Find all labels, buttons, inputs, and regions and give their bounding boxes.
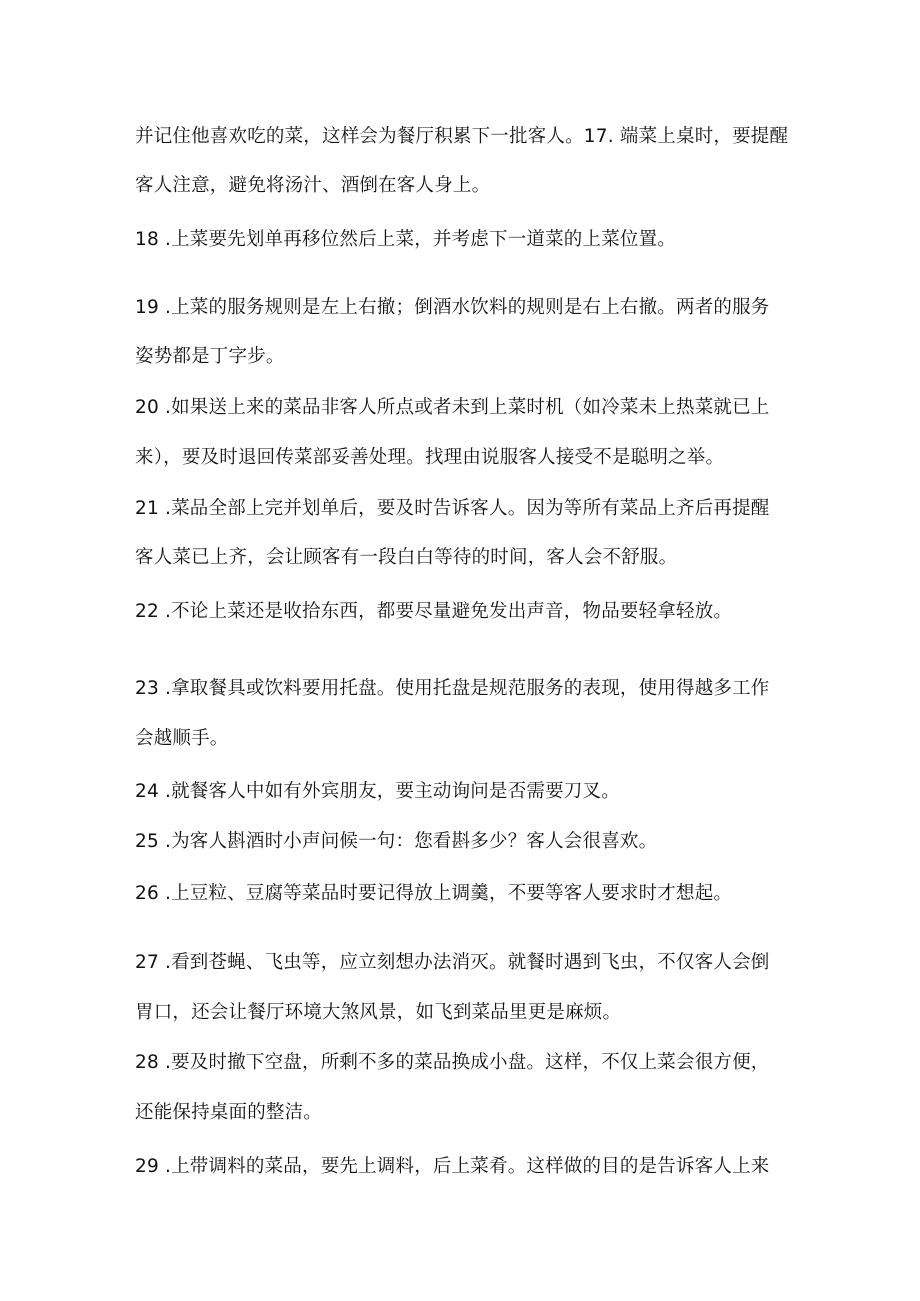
text-line: 来），要及时退回传菜部妥善处理。找理由说服客人接受不是聪明之举。	[135, 447, 725, 468]
text-line: 胃口，还会让餐厅环境大煞风景，如飞到菜品里更是麻烦。	[135, 1002, 622, 1023]
text-line: 并记住他喜欢吃的菜，这样会为餐厅积累下一批客人。17. 端菜上桌时，要提醒	[135, 126, 789, 147]
text-line: 会越顺手。	[135, 728, 229, 749]
text-line: 26 .上豆粒、豆腐等菜品时要记得放上调羹，不要等客人要求时才想起。	[135, 883, 733, 904]
text-line: 22 .不论上菜还是收拾东西，都要尽量避免发出声音，物品要轻拿轻放。	[135, 601, 733, 622]
text-line: 20 .如果送上来的菜品非客人所点或者未到上菜时机（如冷菜未上热菜就已上	[135, 397, 770, 418]
text-line: 18 .上菜要先划单再移位然后上菜，并考虑下一道菜的上菜位置。	[135, 229, 677, 250]
text-line: 客人菜已上齐，会让顾客有一段白白等待的时间，客人会不舒服。	[135, 547, 678, 568]
text-line: 23 .拿取餐具或饮料要用托盘。使用托盘是规范服务的表现，使用得越多工作	[135, 678, 770, 699]
text-line: 还能保持桌面的整洁。	[135, 1102, 323, 1123]
text-line: 24 .就餐客人中如有外宾朋友，要主动询问是否需要刀叉。	[135, 781, 620, 802]
text-line: 姿势都是丁字步。	[135, 346, 285, 367]
text-line: 客人注意，避免将汤汁、酒倒在客人身上。	[135, 175, 491, 196]
text-line: 19 .上菜的服务规则是左上右撤；倒酒水饮料的规则是右上右撤。两者的服务	[135, 297, 770, 318]
text-line: 29 .上带调料的菜品，要先上调料，后上菜肴。这样做的目的是告诉客人上来	[135, 1156, 770, 1177]
text-line: 28 .要及时撤下空盘，所剩不多的菜品换成小盘。这样，不仅上菜会很方便，	[135, 1052, 770, 1073]
text-line: 21 .菜品全部上完并划单后，要及时告诉客人。因为等所有菜品上齐后再提醒	[135, 498, 770, 519]
text-line: 25 .为客人斟酒时小声问候一句：您看斟多少？客人会很喜欢。	[135, 831, 658, 852]
text-line: 27 .看到苍蝇、飞虫等，应立刻想办法消灭。就餐时遇到飞虫，不仅客人会倒	[135, 952, 770, 973]
